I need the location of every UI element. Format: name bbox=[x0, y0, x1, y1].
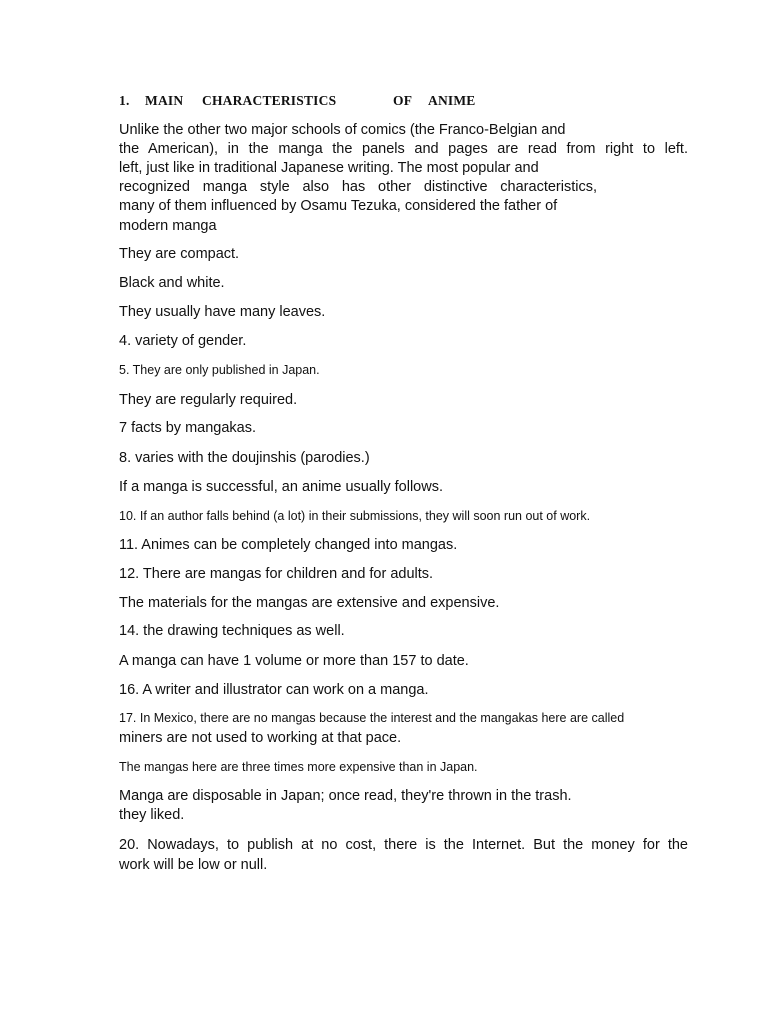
intro-line: many of them influenced by Osamu Tezuka, considered the father of bbox=[119, 198, 558, 214]
list-item: The mangas here are three times more expensive than in Japan. bbox=[119, 760, 478, 774]
intro-line: recognized manga style also has other distinctive characteristics, bbox=[119, 179, 597, 195]
list-item: If a manga is successful, an anime usually follows. bbox=[119, 479, 443, 495]
list-item: miners are not used to working at that pace. bbox=[119, 730, 402, 746]
list-item: 11. Animes can be completely changed into mangas. bbox=[119, 537, 458, 553]
list-item: 5. They are only published in Japan. bbox=[119, 363, 320, 377]
intro-line: left, just like in traditional Japanese writing. The most popular and bbox=[119, 160, 539, 176]
list-item: 10. If an author falls behind (a lot) in their submissions, they will soon run out of work. bbox=[119, 509, 591, 523]
list-item: A manga can have 1 volume or more than 157 to date. bbox=[119, 653, 469, 669]
intro-line: the American), in the manga the panels and pages are read from right to left. bbox=[119, 141, 688, 157]
heading-word: MAIN bbox=[145, 93, 184, 108]
list-item: 14. the drawing techniques as well. bbox=[119, 623, 345, 639]
list-item: They are compact. bbox=[119, 246, 240, 262]
list-item: work will be low or null. bbox=[119, 857, 268, 873]
list-item: The materials for the mangas are extensive and expensive. bbox=[119, 595, 500, 611]
section-heading bbox=[119, 93, 476, 109]
list-item: 7 facts by mangakas. bbox=[119, 420, 257, 436]
list-item: 16. A writer and illustrator can work on a manga. bbox=[119, 682, 429, 698]
list-item: 17. In Mexico, there are no mangas because the interest and the mangakas here are called bbox=[119, 711, 625, 725]
heading-word: CHARACTERISTICS bbox=[202, 93, 337, 108]
list-item: Black and white. bbox=[119, 275, 225, 291]
heading-number: 1. bbox=[119, 93, 130, 108]
intro-line: Unlike the other two major schools of comics (the Franco-Belgian and bbox=[119, 122, 566, 138]
list-item: 20. Nowadays, to publish at no cost, there is the Internet. But the money for the bbox=[119, 837, 688, 853]
list-item: They are regularly required. bbox=[119, 392, 298, 408]
intro-line: modern manga bbox=[119, 218, 217, 234]
heading-word: OF bbox=[393, 93, 413, 108]
list-item: they liked. bbox=[119, 807, 185, 823]
list-item: They usually have many leaves. bbox=[119, 304, 326, 320]
heading-word: ANIME bbox=[428, 93, 476, 108]
list-item: 4. variety of gender. bbox=[119, 333, 247, 349]
list-item: 12. There are mangas for children and for adults. bbox=[119, 566, 434, 582]
list-item: 8. varies with the doujinshis (parodies.) bbox=[119, 450, 370, 466]
list-item: Manga are disposable in Japan; once read, they're thrown in the trash. bbox=[119, 788, 572, 804]
